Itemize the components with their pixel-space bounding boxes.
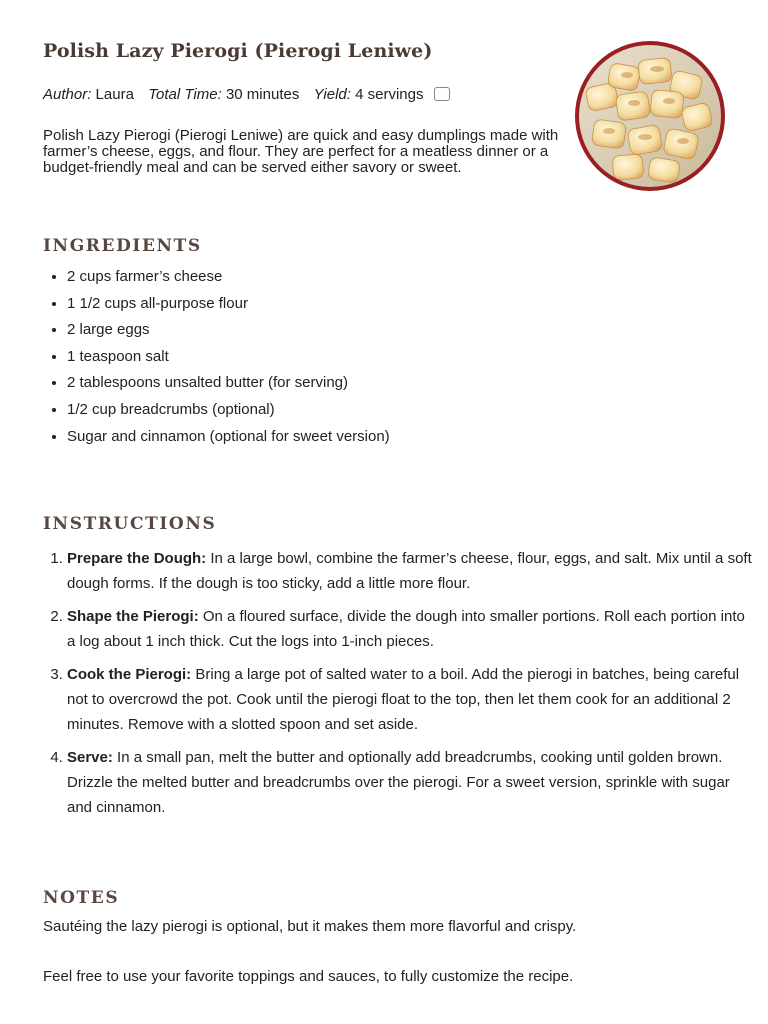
recipe-meta <box>43 86 450 103</box>
author-label: Author: <box>43 86 92 103</box>
yield-checkbox[interactable] <box>434 87 450 101</box>
instructions-list <box>43 546 757 828</box>
author-value: Laura <box>95 86 134 103</box>
ingredient-item: • 2 large eggs <box>67 319 390 346</box>
step-text: In a small pan, melt the butter and optionally add breadcrumbs, cooking until golden brown. Drizzle the melted butter and breadcrumbs over the pierogi. For a sweet version, sprinkle with sugar and cinnamon. <box>67 749 730 816</box>
total-time-value: 30 minutes <box>225 86 300 103</box>
ingredients-list <box>43 266 390 452</box>
note-item: Feel free to use your favorite toppings and sauces, to fully customize the recipe. <box>43 968 574 985</box>
ingredient-item: • 1 teaspoon salt <box>67 346 390 373</box>
ingredient-item: • Sugar and cinnamon (optional for sweet version) <box>67 426 390 453</box>
step-text: In a large bowl, combine the farmer’s cheese, flour, eggs, and salt. Mix until a soft dough forms. If the dough is too sticky, add a little more flour. <box>67 550 752 592</box>
ingredient-item: • 2 cups farmer’s cheese <box>67 266 390 293</box>
yield-label: Yield: <box>313 86 351 103</box>
pierogi-photo-image <box>579 45 721 187</box>
recipe-photo <box>575 41 725 191</box>
yield-value: 4 servings <box>355 86 424 103</box>
ingredients-heading: INGREDIENTS <box>43 236 202 256</box>
step-title: Cook the Pierogi: <box>67 666 192 683</box>
instructions-heading: INSTRUCTIONS <box>43 514 217 534</box>
instruction-step <box>67 745 757 820</box>
instruction-step <box>67 662 757 737</box>
step-title: Shape the Pierogi: <box>67 608 199 625</box>
recipe-title: Polish Lazy Pierogi (Pierogi Leniwe) <box>43 40 433 62</box>
note-item: Sautéing the lazy pierogi is optional, but it makes them more flavorful and crispy. <box>43 918 577 935</box>
instruction-step <box>67 546 757 596</box>
ingredient-item: • 1 1/2 cups all-purpose flour <box>67 293 390 320</box>
step-title: Prepare the Dough: <box>67 550 207 567</box>
ingredient-item: • 2 tablespoons unsalted butter (for serving) <box>67 372 390 399</box>
step-text: On a floured surface, divide the dough into smaller portions. Roll each portion into a log about 1 inch thick. Cut the logs into 1-inch pieces. <box>67 608 745 650</box>
notes-heading: NOTES <box>43 888 120 908</box>
step-title: Serve: <box>67 749 113 766</box>
ingredient-item: • 1/2 cup breadcrumbs (optional) <box>67 399 390 426</box>
recipe-summary: Polish Lazy Pierogi (Pierogi Leniwe) are quick and easy dumplings made with farmer’s cheese, eggs, and flour. They are perfect for a meatless dinner or a budget-friendly meal and can be served either savory or sweet. <box>43 127 559 176</box>
total-time-label: Total Time: <box>148 86 222 103</box>
step-text: Bring a large pot of salted water to a boil. Add the pierogi in batches, being careful not to overcrowd the pot. Cook until the pierogi float to the top, then let them cook for an additional 2 minutes. Remove with a slotted spoon and set aside. <box>67 666 740 733</box>
instruction-step <box>67 604 757 654</box>
